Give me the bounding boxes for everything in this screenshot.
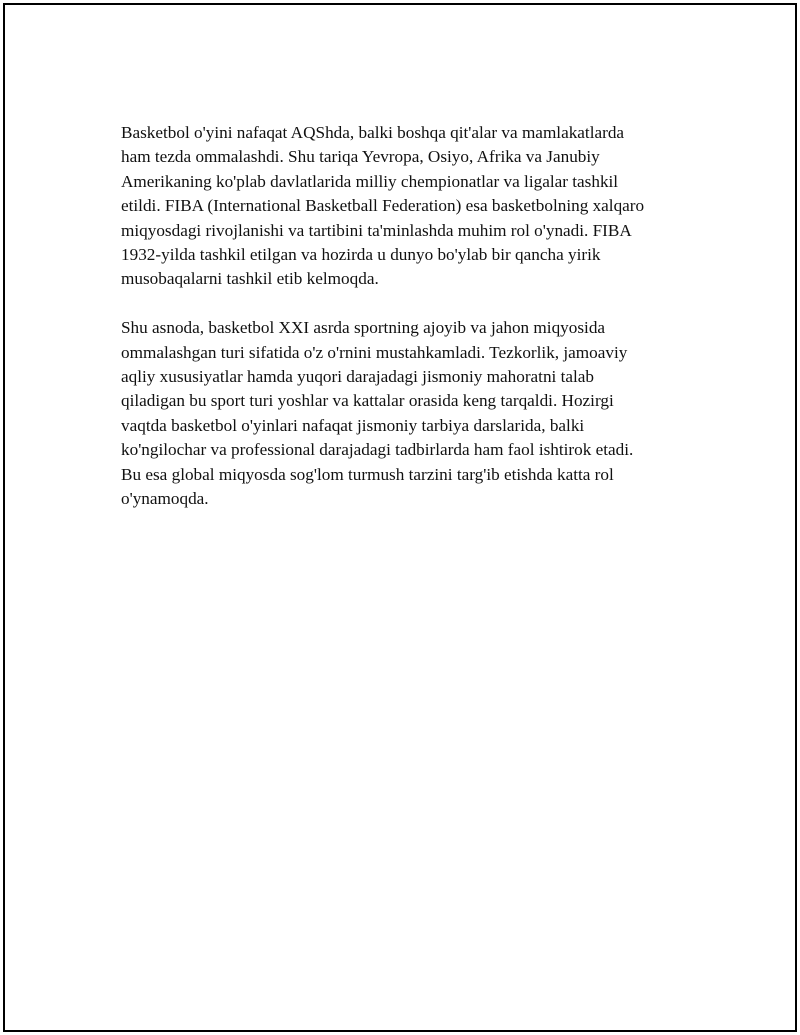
text-line: ham tezda ommalashdi. Shu tariqa Yevropa, Osiyo, Afrika va Janubiy	[121, 147, 600, 167]
text-line: o'ynamoqda.	[121, 489, 209, 509]
text-line: aqliy xususiyatlar hamda yuqori darajadagi jismoniy mahoratni talab	[121, 367, 595, 387]
text-line: etildi. FIBA (International Basketball Federation) esa basketbolning xalqaro	[121, 196, 645, 216]
text-line: musobaqalarni tashkil etib kelmoqda.	[121, 269, 379, 289]
text-line: vaqtda basketbol o'yinlari nafaqat jismoniy tarbiya darslarida, balki	[121, 415, 585, 435]
document-body	[121, 121, 691, 511]
text-line: Shu asnoda, basketbol XXI asrda sportning ajoyib va jahon miqyosida	[121, 318, 606, 338]
text-line: miqyosdagi rivojlanishi va tartibini ta'minlashda muhim rol o'ynadi. FIBA	[121, 220, 632, 240]
text-line: 1932-yilda tashkil etilgan va hozirda u dunyo bo'ylab bir qancha yirik	[121, 245, 601, 265]
text-line: ko'ngilochar va professional darajadagi tadbirlarda ham faol ishtirok etadi.	[121, 440, 634, 460]
text-line: qiladigan bu sport turi yoshlar va kattalar orasida keng tarqaldi. Hozirgi	[121, 391, 614, 411]
paragraph-1	[121, 121, 691, 292]
text-line: Amerikaning ko'plab davlatlarida milliy chempionatlar va ligalar tashkil	[121, 171, 619, 191]
text-line: Bu esa global miqyosda sog'lom turmush tarzini targ'ib etishda katta rol	[121, 464, 614, 484]
text-line: Basketbol o'yini nafaqat AQShda, balki boshqa qit'alar va mamlakatlarda	[121, 123, 625, 142]
paragraph-2	[121, 316, 691, 511]
document-page	[3, 3, 797, 1032]
text-line: ommalashgan turi sifatida o'z o'rnini mustahkamladi. Tezkorlik, jamoaviy	[121, 342, 628, 362]
